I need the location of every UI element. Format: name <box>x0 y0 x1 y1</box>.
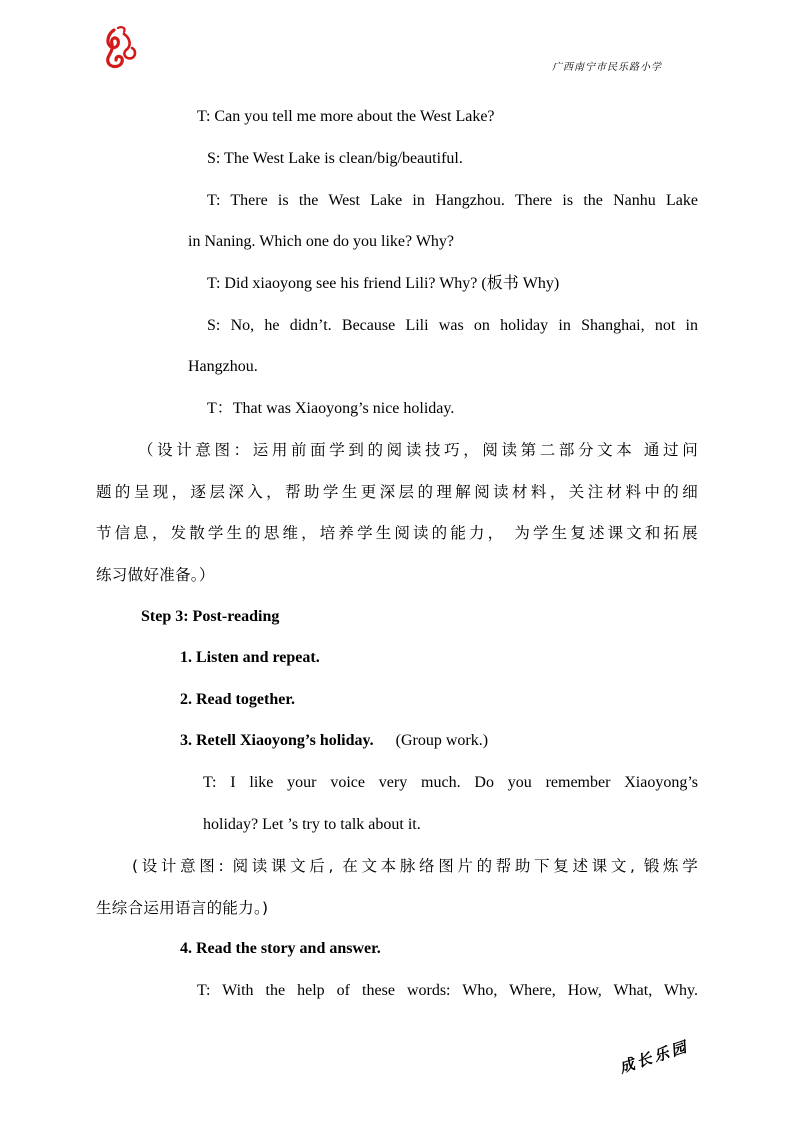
design-intent-text: 题的呈现，逐层深入，帮助学生更深层的理解阅读材料，关注材料中的细 <box>96 483 698 501</box>
dialogue-line: S: No, he didn’t. Because Lili was on holiday in Shanghai, not in <box>207 317 698 334</box>
list-item: 4. Read the story and answer. <box>180 940 381 957</box>
dialogue-line: S: The West Lake is clean/big/beautiful. <box>207 150 463 167</box>
list-item <box>180 731 488 751</box>
dialogue-line: T: There is the West Lake in Hangzhou. There is the Nanhu Lake <box>207 192 698 209</box>
dialogue-line: T: I like your voice very much. Do you remember Xiaoyong’s <box>203 774 698 791</box>
dialogue-line: in Naning. Which one do you like? Why? <box>188 233 455 250</box>
dialogue-line: T: Can you tell me more about the West Lake? <box>197 108 495 125</box>
step-heading: Step 3: Post-reading <box>141 608 280 625</box>
dialogue-line: T：That was Xiaoyong’s nice holiday. <box>207 400 455 417</box>
dialogue-line: T: With the help of these words: Who, Where, How, What, Why. <box>197 982 698 999</box>
list-item: 1. Listen and repeat. <box>180 649 320 666</box>
design-intent-text: 节信息，发散学生的思维，培养学生阅读的能力， 为学生复述课文和拓展 <box>96 524 698 542</box>
school-logo-icon <box>100 26 140 70</box>
list-item-note: (Group work.) <box>395 732 489 749</box>
school-name-header: 广西南宁市民乐路小学 <box>552 62 662 73</box>
design-intent-text: 练习做好准备。） <box>96 566 215 584</box>
design-intent-text: （设计意图：运用前面学到的阅读技巧，阅读第二部分文本 通过问 <box>138 441 698 459</box>
list-item: 2. Read together. <box>180 691 295 708</box>
design-intent-text: 生综合运用语言的能力。) <box>96 899 269 917</box>
design-intent-text: (设计意图: 阅读课文后, 在文本脉络图片的帮助下复述课文, 锻炼学 <box>132 857 698 875</box>
dialogue-line: Hangzhou. <box>188 358 258 375</box>
list-item-title: 3. Retell Xiaoyong’s holiday. <box>180 732 374 749</box>
dialogue-line: T: Did xiaoyong see his friend Lili? Why? (板书 Why) <box>207 275 560 292</box>
dialogue-line: holiday? Let ’s try to talk about it. <box>203 816 421 833</box>
footer-signature: 成长乐园 <box>617 1037 692 1077</box>
